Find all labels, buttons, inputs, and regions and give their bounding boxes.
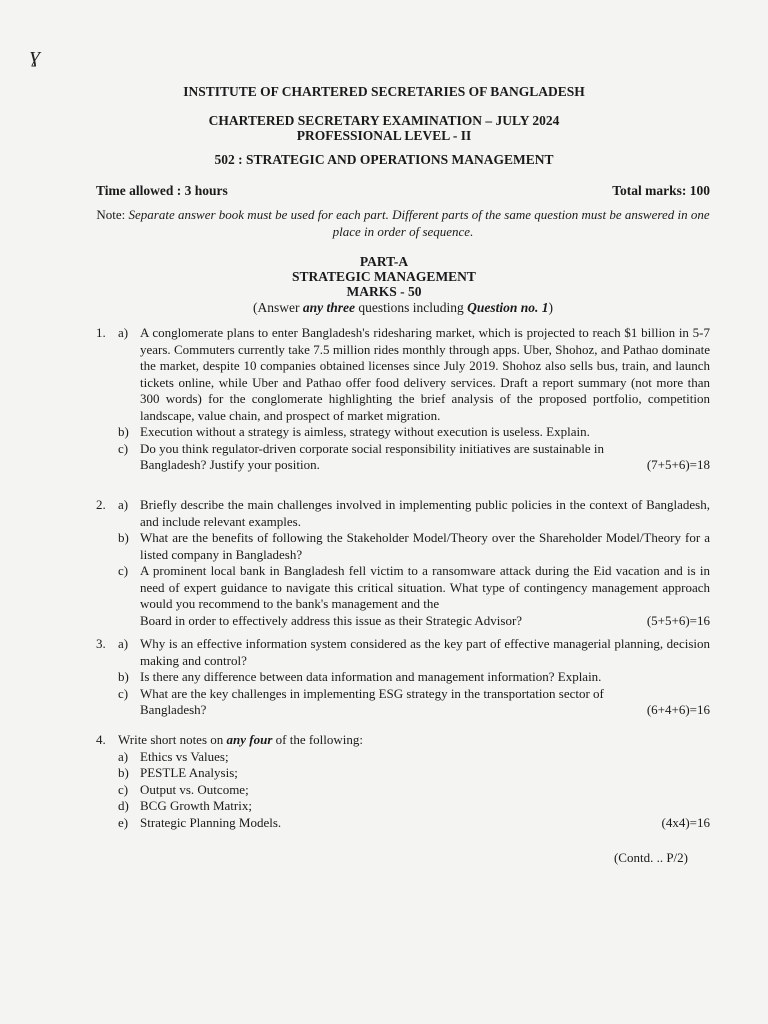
question-text: Do you think regulator-driven corporate social responsibility initiatives are sustainable in Bangladesh? Justify your position. (7+5+6)=18 (140, 440, 710, 472)
sub-label: e) (118, 814, 129, 830)
sub-label: c) (118, 563, 129, 578)
note-item: Strategic Planning Models. (4x4)=16 (140, 814, 710, 830)
part-instruction: (Answer any three questions including Question no. 1) (252, 300, 554, 315)
question-2 (96, 497, 710, 629)
question-text: A prominent local bank in Bangladesh fell victim to a ransomware attack during the Eid vacation and is in need of expert guidance to navigate this critical situation. What type of contingency management approach would you recommend to the bank's management and the Board in order to effectively address this issue as their Strategic Advisor? (5+5+6)=16 (140, 563, 710, 628)
question-text: Briefly describe the main challenges involved in implementing public policies in the context of Bangladesh, and include relevant examples. (140, 497, 710, 529)
institute-name: INSTITUTE OF CHARTERED SECRETARIES OF BANGLADESH (183, 84, 585, 99)
level-title: PROFESSIONAL LEVEL - II (296, 128, 472, 143)
sub-label: b) (118, 530, 129, 545)
sub-label: b) (118, 424, 129, 439)
question-text: What are the key challenges in implementing ESG strategy in the transportation sector of Bangladesh? (6+4+6)=16 (140, 685, 710, 717)
handwritten-mark: ɣ (30, 42, 41, 67)
question-number: 2. (96, 497, 106, 512)
note-item: PESTLE Analysis; (140, 765, 238, 780)
sub-label: b) (118, 669, 129, 684)
question-number: 3. (96, 636, 106, 651)
note-text: Separate answer book must be used for each part. Different parts of the same question must be answered in one place in order of sequence. (128, 207, 710, 239)
part-subtitle: STRATEGIC MANAGEMENT (292, 269, 476, 284)
continued-label: (Contd. .. P/2) (613, 850, 688, 865)
question-text: Execution without a strategy is aimless, strategy without execution is useless. Explain. (140, 424, 590, 439)
question-3 (96, 636, 710, 719)
sub-label: a) (118, 497, 129, 512)
sub-label: a) (118, 325, 129, 340)
sub-label: a) (118, 636, 129, 651)
note-item: Output vs. Outcome; (140, 781, 249, 797)
sub-label: a) (118, 748, 129, 764)
part-marks: MARKS - 50 (346, 284, 422, 299)
note (96, 206, 710, 240)
question-text: A conglomerate plans to enter Bangladesh's ridesharing market, which is projected to reach $1 billion in 5-7 years. Commuters currently take 7.5 million rides monthly through apps. Uber, Shohoz, and Pathao dominate the market, despite 10 companies obtained licenses since July 2019. Shohoz also sells bus, train, and launch tickets online, while Uber and Pathao offer food delivery services. Draft a report summary (not more than 300 words) for the conglomerate highlighting the brief analysis of the proposed portfolio, competition landscape, value chain, and prospect of market migration. (140, 325, 710, 423)
question-text: What are the benefits of following the Stakeholder Model/Theory over the Shareholder Model/Theory for a listed company in Bangladesh? (140, 530, 710, 562)
exam-title: CHARTERED SECRETARY EXAMINATION – JULY 2024 (208, 113, 560, 128)
sub-label: c) (118, 685, 129, 701)
sub-label: d) (118, 798, 129, 813)
question-marks: (4x4)=16 (661, 814, 710, 830)
question-number: 4. (96, 732, 106, 747)
question-marks: (6+4+6)=16 (646, 702, 710, 717)
subject-title: 502 : STRATEGIC AND OPERATIONS MANAGEMENT (214, 152, 554, 167)
note-item: Ethics vs Values; (140, 748, 229, 764)
note-prefix: Note: (96, 207, 126, 222)
time-marks-row (96, 183, 710, 199)
question-1 (96, 325, 710, 474)
note-item: BCG Growth Matrix; (140, 798, 252, 813)
total-marks: Total marks: 100 (612, 183, 710, 198)
question-text: Write short notes on any four of the following: (118, 732, 364, 747)
time-allowed: Time allowed : 3 hours (96, 183, 228, 198)
sub-label: c) (118, 440, 129, 456)
sub-label: b) (118, 765, 129, 780)
question-text: Is there any difference between data information and management information? Explain. (140, 669, 602, 684)
question-marks: (7+5+6)=18 (646, 457, 710, 472)
question-4 (96, 732, 710, 831)
question-marks: (5+5+6)=16 (646, 612, 710, 628)
question-text: Why is an effective information system considered as the key part of effective managerial planning, decision making and control? (140, 636, 710, 668)
question-number: 1. (96, 325, 106, 340)
part-title: PART-A (359, 254, 409, 269)
sub-label: c) (118, 781, 129, 797)
